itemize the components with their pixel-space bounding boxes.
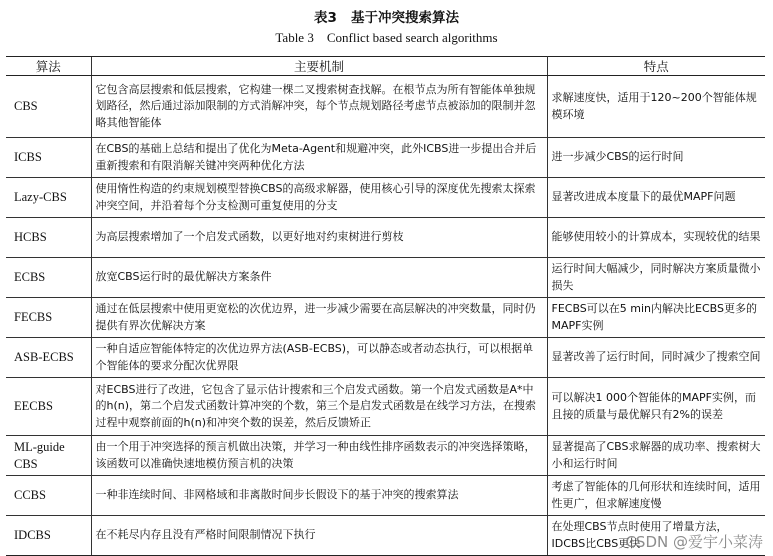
cell-mechanism: 为高层搜索增加了一个启发式函数，以更好地对约束树进行剪枝 bbox=[91, 218, 547, 258]
cell-feature: 考虑了智能体的几何形状和连续时间，适用性更广，但求解速度慢 bbox=[547, 476, 765, 516]
algorithms-table bbox=[6, 56, 765, 556]
table-row bbox=[6, 258, 765, 298]
cell-feature: 求解速度快，适用于120~200个智能体规模环境 bbox=[547, 76, 765, 138]
cell-mechanism: 对ECBS进行了改进，它包含了显示估计搜索和三个启发式函数。第一个启发式函数是A*中的h(n)，第二个启发式函数计算冲突的个数，第三个是启发式函数是在线学习方法，在搜索过程中观察前面的h(n)和冲突个数的误差，然后反馈矫正 bbox=[91, 378, 547, 436]
table-row bbox=[6, 138, 765, 178]
cell-feature: 在处理CBS节点时使用了增量方法，IDCBS比CBS更快 bbox=[547, 516, 765, 556]
table-row bbox=[6, 218, 765, 258]
table-row bbox=[6, 436, 765, 476]
table-row bbox=[6, 378, 765, 436]
cell-mechanism: 一种自适应智能体特定的次优边界方法(ASB-ECBS)，可以静态或者动态执行，可以根据单个智能体的要求分配次优界限 bbox=[91, 338, 547, 378]
table-header-row bbox=[6, 57, 765, 76]
cell-feature: 显著提高了CBS求解器的成功率、搜索树大小和运行时间 bbox=[547, 436, 765, 476]
watermark: CSDN @爱宇小菜涛 bbox=[625, 533, 763, 551]
cell-algorithm: HCBS bbox=[6, 218, 91, 258]
cell-feature: FECBS可以在5 min内解决比ECBS更多的MAPF实例 bbox=[547, 298, 765, 338]
table-row bbox=[6, 298, 765, 338]
cell-algorithm: IDCBS bbox=[6, 516, 91, 556]
cell-mechanism: 在CBS的基础上总结和提出了优化为Meta-Agent和规避冲突，此外ICBS进一步提出合并后重新搜索和有限消解关键冲突两种优化方法 bbox=[91, 138, 547, 178]
table-row bbox=[6, 476, 765, 516]
cell-algorithm: CBS bbox=[6, 76, 91, 138]
cell-mechanism: 使用惰性构造的约束规划模型替换CBS的高级求解器，使用核心引导的深度优先搜索太探索冲突空间，并沿着每个分支检测可重复使用的分支 bbox=[91, 178, 547, 218]
cell-mechanism: 在不耗尽内存且没有严格时间限制情况下执行 bbox=[91, 516, 547, 556]
cell-mechanism: 放宽CBS运行时的最优解决方案条件 bbox=[91, 258, 547, 298]
cell-algorithm: ECBS bbox=[6, 258, 91, 298]
cell-feature: 显著改善了运行时间，同时减少了搜索空间 bbox=[547, 338, 765, 378]
header-feature: 特点 bbox=[547, 57, 765, 76]
table-number: 表3 bbox=[314, 10, 337, 26]
table-row bbox=[6, 338, 765, 378]
table-title-cn bbox=[0, 6, 773, 26]
header-algorithm: 算法 bbox=[6, 57, 91, 76]
table-title-text: 基于冲突搜索算法 bbox=[350, 10, 459, 26]
cell-algorithm: ML-guide CBS bbox=[6, 436, 91, 476]
cell-algorithm: FECBS bbox=[6, 298, 91, 338]
cell-algorithm: CCBS bbox=[6, 476, 91, 516]
cell-mechanism: 由一个用于冲突选择的预言机做出决策，并学习一种由线性排序函数表示的冲突选择策略，该函数可以准确快速地模仿预言机的决策 bbox=[91, 436, 547, 476]
cell-algorithm: Lazy-CBS bbox=[6, 178, 91, 218]
cell-feature: 能够使用较小的计算成本，实现较优的结果 bbox=[547, 218, 765, 258]
cell-algorithm: ASB-ECBS bbox=[6, 338, 91, 378]
cell-mechanism: 一种非连续时间、非网格域和非离散时间步长假设下的基于冲突的搜索算法 bbox=[91, 476, 547, 516]
cell-mechanism: 通过在低层搜索中使用更宽松的次优边界，进一步减少需要在高层解决的冲突数量，同时仍提供有界次优解决方案 bbox=[91, 298, 547, 338]
table-row bbox=[6, 76, 765, 138]
header-mechanism: 主要机制 bbox=[91, 57, 547, 76]
table-row bbox=[6, 178, 765, 218]
cell-feature: 进一步减少CBS的运行时间 bbox=[547, 138, 765, 178]
cell-algorithm: ICBS bbox=[6, 138, 91, 178]
cell-feature: 显著改进成本度量下的最优MAPF问题 bbox=[547, 178, 765, 218]
cell-feature: 可以解决1 000个智能体的MAPF实例，而且接的质量与最优解只有2%的误差 bbox=[547, 378, 765, 436]
table-title-en: Table 3 Conflict based search algorithms bbox=[275, 30, 498, 45]
cell-algorithm: EECBS bbox=[6, 378, 91, 436]
cell-feature: 运行时间大幅减少，同时解决方案质量微小损失 bbox=[547, 258, 765, 298]
cell-mechanism: 它包含高层搜索和低层搜索，它构建一棵二叉搜索树查找解。在根节点为所有智能体单独规划路径，然后通过添加限制的方式消解冲突，每个节点规划路径考虑节点被添加的限制并忽略其他智能体 bbox=[91, 76, 547, 138]
